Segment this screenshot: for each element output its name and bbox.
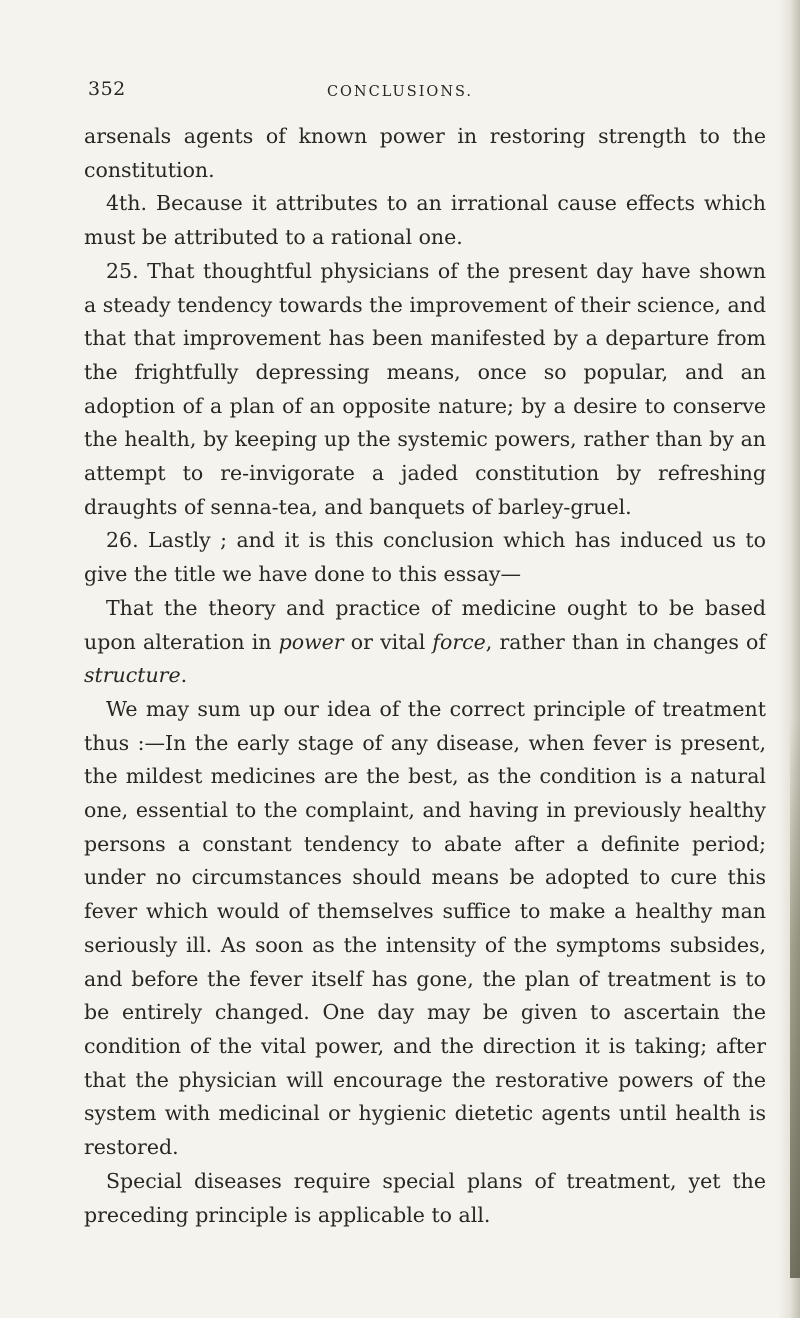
thesis-emphasis-power: power (278, 629, 344, 654)
body-text (84, 120, 766, 1232)
paragraph-25: 25. That thoughtful physicians of the present day have shown a steady tendency towards the improvement of their science, and that that improvement has been manifested by a departure from the frightfully depressing means, once so popular, and an adoption of a plan of an opposite nature; by a desire to conserve the health, by keeping up the systemic powers, rather than by an attempt to re-invigorate a jaded constitution by refreshing draughts of senna-tea, and banquets of barley-gruel. (84, 258, 766, 519)
thesis-emphasis-force: force (432, 629, 486, 654)
page-edge-stain (790, 718, 800, 1278)
paragraph-continuation: arsenals agents of known power in restoring strength to the constitution. (84, 124, 766, 182)
paragraph-special-diseases: Special diseases require special plans of treatment, yet the preceding principle is applicable to all. (84, 1168, 766, 1227)
thesis-text-3: , rather than in changes of (485, 629, 766, 654)
running-head: CONCLUSIONS. (326, 84, 474, 100)
thesis-text-4: . (180, 663, 188, 688)
paragraph-treatment-principle: We may sum up our idea of the correct principle of treatment thus :—In the early stage of any disease, when fever is present, the mildest medicines are the best, as the condition is a natural one, essential to the complaint, and having in previously healthy persons a constant tendency to abate after a definite period; under no circumstances should means be adopted to cure this fever which would of themselves suffice to make a healthy man seriously ill. As soon as the intensity of the symptoms subsides, and before the fever itself has gone, the plan of treatment is to be entirely changed. One day may be given to ascertain the condition of the vital power, and the direction it is taking; after that the physician will encourage the restorative powers of the system with medicinal or hygienic dietetic agents until health is restored. (84, 696, 766, 1160)
thesis-text-1: That the theory and practice of medicine ought to be based upon alteration in (84, 595, 766, 654)
paragraph-point-4th: 4th. Because it attributes to an irrational cause effects which must be attributed to a rational one. (84, 191, 766, 250)
paragraph-26: 26. Lastly ; and it is this conclusion which has induced us to give the title we have done to this essay— (84, 528, 766, 587)
paragraph-thesis (84, 592, 766, 693)
page-number: 352 (88, 78, 126, 100)
thesis-text-2: or vital (343, 629, 433, 654)
thesis-emphasis-structure: structure (84, 663, 181, 688)
